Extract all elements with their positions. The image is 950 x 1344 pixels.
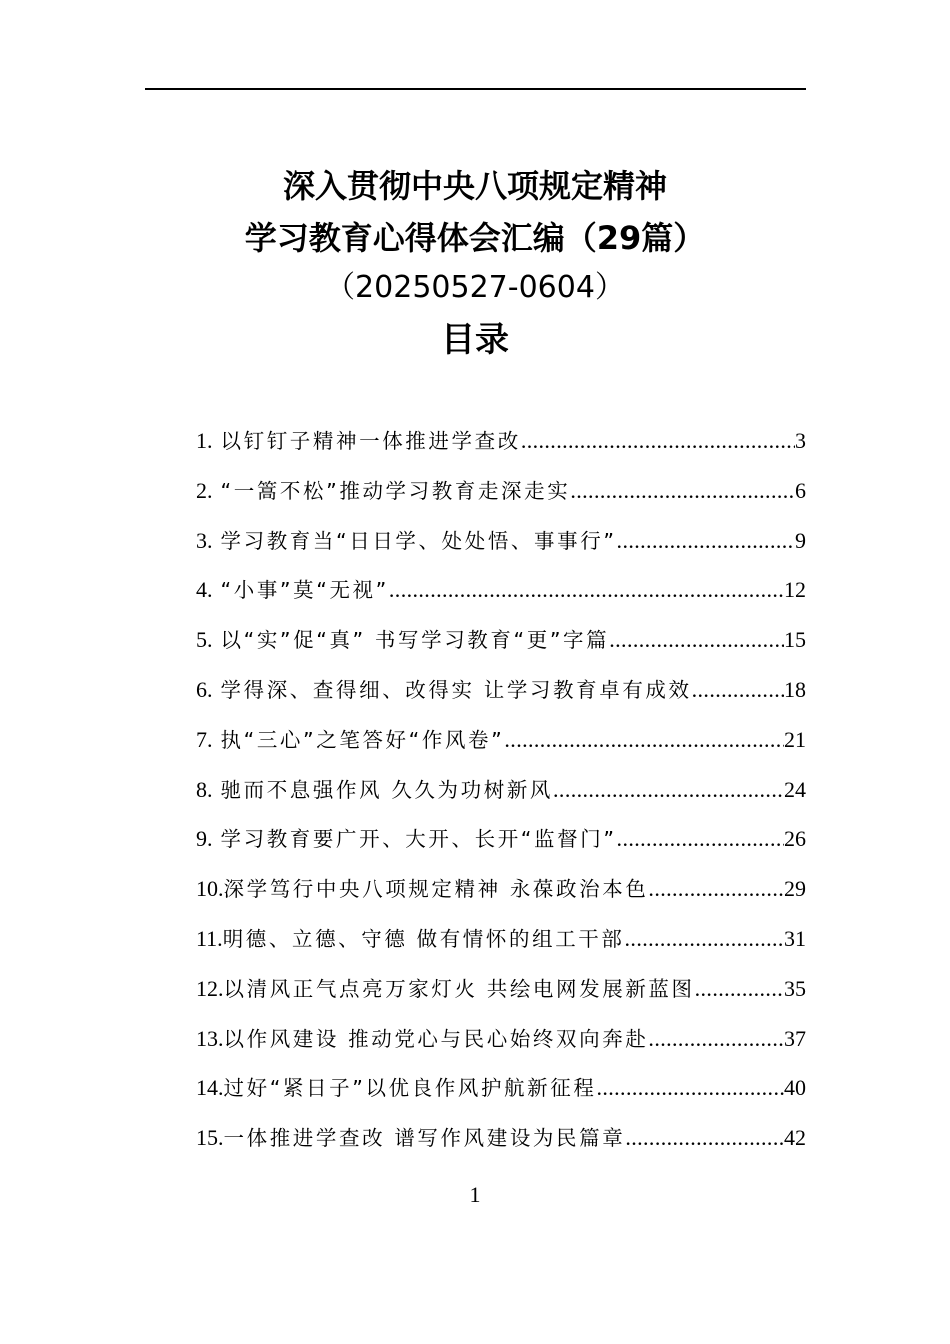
toc-entry-number: 13. [196, 1025, 224, 1051]
toc-entry-page: 6 [795, 477, 806, 503]
toc-entry-number: 10. [196, 876, 224, 902]
toc-entry-page: 29 [784, 876, 806, 902]
toc-entry-number: 5. [196, 627, 213, 653]
toc-entry[interactable] [196, 665, 806, 715]
toc-entry-title: 以作风建设 推动党心与民心始终双向奔赴 [223, 1026, 649, 1051]
toc-leader-dots [625, 1113, 784, 1163]
toc-entry-title: 深学笃行中央八项规定精神 永葆政治本色 [223, 877, 649, 902]
toc-leader-dots [695, 964, 784, 1014]
table-of-contents [196, 416, 806, 1163]
toc-entry-title: 以“实”促“真” 书写学习教育“更”字篇 [220, 628, 610, 653]
toc-entry-page: 21 [784, 726, 806, 752]
toc-leader-dots [648, 864, 784, 914]
toc-leader-dots [648, 1014, 784, 1064]
toc-entry-title: 学得深、查得细、改得实 让学习教育卓有成效 [220, 677, 692, 702]
toc-entry-title: 执“三心”之笔答好“作风卷” [220, 727, 505, 752]
toc-entry[interactable] [196, 516, 806, 566]
toc-leader-dots [625, 914, 784, 964]
toc-entry-number: 11. [196, 925, 223, 951]
toc-entry[interactable] [196, 1113, 806, 1163]
toc-entry-page: 31 [784, 925, 806, 951]
toc-entry[interactable] [196, 565, 806, 615]
toc-entry-number: 12. [196, 975, 224, 1001]
toc-entry-page: 40 [784, 1075, 806, 1101]
toc-entry-number: 15. [196, 1125, 224, 1151]
title-block [0, 160, 950, 368]
toc-entry[interactable] [196, 914, 806, 964]
toc-entry-title: 驰而不息强作风 久久为功树新风 [220, 777, 554, 802]
toc-entry-number: 9. [196, 826, 213, 852]
toc-entry[interactable] [196, 1063, 806, 1113]
toc-leader-dots [596, 1063, 784, 1113]
toc-entry-page: 26 [784, 826, 806, 852]
toc-leader-dots [692, 665, 784, 715]
toc-entry-title: 以钉钉子精神一体推进学查改 [220, 429, 521, 453]
toc-entry-number: 3. [196, 527, 213, 553]
toc-entry-page: 12 [784, 577, 806, 603]
document-title-line1: 深入贯彻中央八项规定精神 [282, 167, 667, 205]
toc-entry-title: 以清风正气点亮万家灯火 共绘电网发展新蓝图 [223, 976, 695, 1001]
toc-entry-page: 42 [784, 1125, 806, 1151]
toc-entry-page: 3 [795, 428, 806, 453]
document-title-line2: 学习教育心得体会汇编（29篇） [244, 219, 706, 257]
toc-leader-dots [570, 466, 795, 516]
toc-leader-dots [389, 565, 784, 615]
toc-entry[interactable] [196, 715, 806, 765]
toc-heading: 目录 [441, 320, 509, 360]
toc-entry-page: 24 [784, 776, 806, 802]
toc-entry-number: 14. [196, 1075, 224, 1101]
toc-entry-number: 2. [196, 477, 213, 503]
toc-entry-page: 35 [784, 975, 806, 1001]
toc-entry-title: 一体推进学查改 谱写作风建设为民篇章 [223, 1126, 626, 1151]
document-date-range: （20250527-0604） [325, 270, 625, 305]
toc-entry-title: “一篙不松”推动学习教育走深走实 [220, 478, 571, 503]
toc-entry-page: 15 [784, 627, 806, 653]
toc-entry-title: 学习教育要广开、大开、长开“监督门” [220, 827, 617, 852]
toc-entry-title: 明德、立德、守德 做有情怀的组工干部 [222, 926, 625, 951]
toc-entry-number: 7. [196, 726, 213, 752]
toc-entry[interactable] [196, 416, 806, 466]
toc-leader-dots [617, 516, 795, 566]
toc-entry-page: 9 [795, 527, 806, 553]
toc-entry[interactable] [196, 765, 806, 815]
toc-entry[interactable] [196, 964, 806, 1014]
toc-entry-number: 8. [196, 776, 213, 802]
toc-entry-number: 1. [196, 428, 213, 453]
toc-leader-dots [617, 814, 784, 864]
toc-entry-number: 6. [196, 676, 213, 702]
toc-leader-dots [609, 615, 784, 665]
toc-entry-title: 学习教育当“日日学、处处悟、事事行” [220, 528, 617, 553]
toc-entry-page: 18 [784, 676, 806, 702]
toc-leader-dots [553, 765, 784, 815]
page-number: 1 [469, 1182, 481, 1207]
toc-entry[interactable] [196, 814, 806, 864]
toc-leader-dots [504, 715, 784, 765]
toc-entry[interactable] [196, 615, 806, 665]
toc-entry-title: “小事”莫“无视” [220, 578, 389, 603]
toc-entry[interactable] [196, 1014, 806, 1064]
toc-entry[interactable] [196, 466, 806, 516]
toc-leader-dots [521, 416, 795, 466]
toc-entry-page: 37 [784, 1025, 806, 1051]
toc-entry[interactable] [196, 864, 806, 914]
toc-entry-number: 4. [196, 577, 213, 603]
toc-entry-title: 过好“紧日子”以优良作风护航新征程 [223, 1076, 597, 1101]
header-rule [145, 88, 806, 90]
